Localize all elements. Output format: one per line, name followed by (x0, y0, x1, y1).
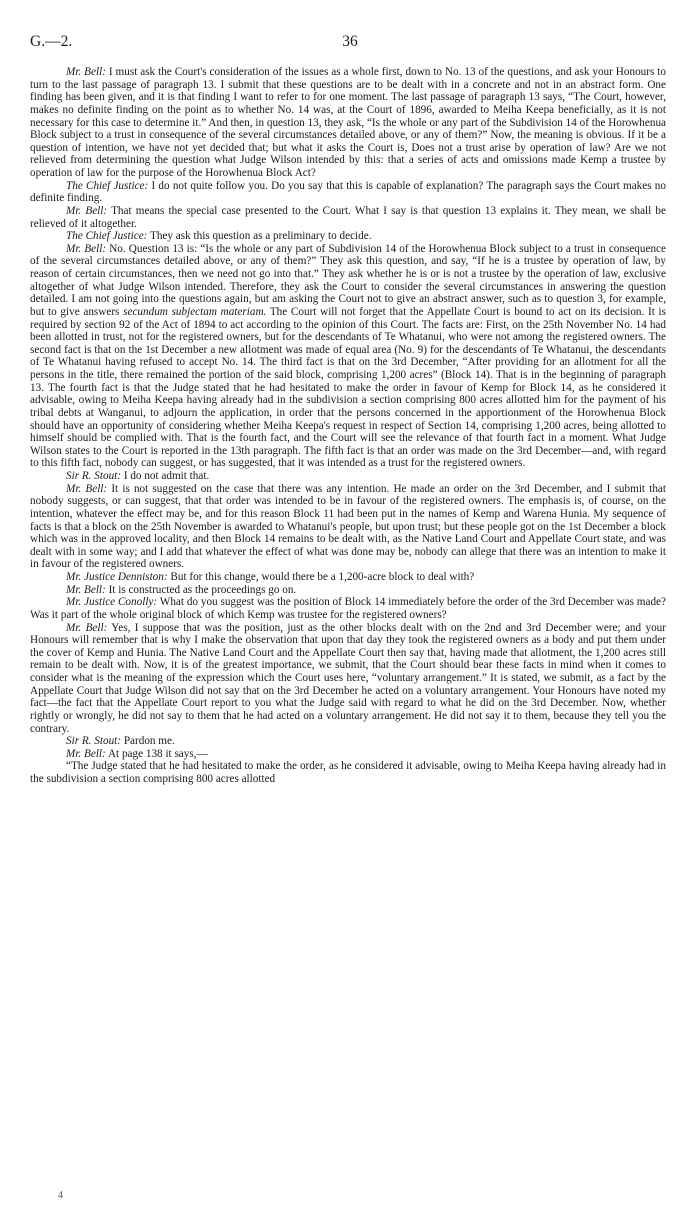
paragraph-9 (30, 584, 666, 597)
latin-phrase: secundum subjectam materiam. (123, 305, 267, 318)
speaker: Mr. Justice Denniston: (66, 571, 168, 583)
paragraph-text: I do not quite follow you. Do you say that this is capable of explanation? The paragraph says the Court makes no definite finding. (30, 179, 666, 205)
speaker: Mr. Bell: (66, 621, 108, 634)
paragraph-7 (30, 483, 666, 571)
speaker: Mr. Bell: (66, 747, 106, 760)
speaker: Mr. Bell: (66, 66, 106, 78)
transcript-body (30, 66, 666, 786)
paragraph-4 (30, 230, 666, 243)
paragraph-text: They ask this question as a preliminary to decide. (147, 230, 372, 243)
speaker: Sir R. Stout: (66, 470, 122, 482)
paragraph-text: I do not admit that. (121, 470, 210, 482)
paragraph-1 (30, 66, 666, 180)
speaker: Mr. Bell: (66, 242, 107, 255)
speaker: Mr. Bell: (66, 583, 106, 596)
speaker: Mr. Bell: (66, 204, 108, 217)
speaker: The Chief Justice: (66, 230, 148, 243)
paragraph-11 (30, 622, 666, 736)
paragraph-text: What do you suggest was the position of Block 14 immediately before the order of the 3rd December was made? Was it part of the whole original block of which Kemp was trustee for the registered owners? (30, 596, 666, 621)
quoted-paragraph (30, 760, 666, 785)
paragraph-13 (30, 748, 666, 761)
paragraph-3 (30, 205, 666, 230)
page-header (30, 33, 670, 53)
paragraph-text-continued: The Court will not forget that the Appellate Court is bound to act on its decision. It is required by section 92 of the Act of 1894 to act according to the opinion of this Court. The facts are: First, on the 25th November No. 14 had been allotted in trust, not for the registered owners, but for the descendants of Te Whatanui, who were not among the registered owners. The second fact is that on the 1st December a new allotment was made of equal area (No. 9) for the descendants of Te Whatanui, the descendants of Te Whatanui having refused to accept No. 14. The third fact is that on the 3rd December, “After providing for an allotment for all the persons in the title, there remained the portion of the said block, comprising 1,200 acres” (Block 14). That is in the beginning of paragraph 13. The fourth fact is that the Judge stated that he had hesitated to make the order in favour of Kemp for Block 14, as he considered it advisable, owing to Meiha Keepa having already had in the subdivision a section comprising 800 acres allotted him for the payment of his tribal debts at Wanganui, to adjourn the application, in order that the persons concerned in the apportionment of the Horowhenua Block should have an opportunity of considering whether Meiha Keepa's request in respect of Section 14, comprising 1,200 acres, being allotted to himself should be complied with. That is the fourth fact, and the Court will see the relevance of that fourth fact in a moment. What Judge Wilson states to the Court is reported in the 13th paragraph. The fifth fact is that an order was made on the 3rd December—and, with regard to this fifth fact, nobody can suggest, or has suggested, that it was intended as a trust for the registered owners. (30, 305, 667, 470)
document-reference: G.—2. (30, 33, 73, 50)
quotation-text: “The Judge stated that he had hesitated to make the order, as he considered it advisable, owing to Meiha Keepa having already had in the subdivision a section comprising 800 acres allotted (30, 760, 666, 785)
paragraph-text: No. Question 13 is: “Is the whole or any part of Subdivision 14 of the Horowhenua Block subject to a trust in consequence of the several circumstances detailed above, or any of them?” They ask this question, and say, “If he is a trustee by operation of law, by reason of certain circumstances, then we need not go into that.” They ask whether he is or is not a trustee by the operation of law, exclusive altogether of what Judge Wilson intended. Therefore, they ask the Court to consider the several circumstances in answering the question detailed. I am not going into the questions again, but am asking the Court not to give an abstract answer, such as to question 3, for example, but to give answers (30, 242, 666, 318)
paragraph-text: I must ask the Court's consideration of the issues as a whole first, down to No. 13 of the questions, and ask your Honours to turn to the last passage of paragraph 13. I submit that these questions are to be dealt with in a concrete and not in an abstract form. One finding has been given, and it is that finding I want to refer to for one moment. The last passage of paragraph 13 says, “The Court, however, makes no definite finding on the point as to whether No. 14 was, at the Court of 1896, awarded to Meiha Keepa beneficially, as it is not necessary for this case to determine it.” And then, in question 13, they ask, “Is the whole or any part of the Subdivision 14 of the Horowhenua Block subject to a trust in consequence of the several circumstances detailed above, or any of them?” Now, the meaning is obvious. If it be a question of intention, we have not yet decided that; but what it asks the Court is, Does not a trust arise by operation of law? Are we not relieved from determining the question what Judge Wilson intended by this: that a series of acts and omissions made Kemp a trustee by operation of law for the purpose of the Horowhenua Block Act? (30, 66, 666, 179)
printer-signature-mark: 4 (58, 1190, 63, 1201)
paragraph-text: But for this change, would there be a 1,200-acre block to deal with? (167, 571, 475, 583)
speaker: Mr. Justice Conolly: (66, 596, 158, 609)
speaker: Sir R. Stout: (66, 735, 122, 748)
paragraph-12 (30, 735, 666, 748)
paragraph-text: Yes, I suppose that was the position, just as the other blocks dealt with on the 2nd and 3rd December were; and your Honours will remember that is why I make the observation that upon that day they took the registered owners as a body and put them under the cover of Kemp and Hunia. The Native Land Court and the Appellate Court then say that, having made that allotment, the 1,200 acres still remain to be dealt with. Now, it is of the greatest importance, we submit, that the Court should bear these facts in mind when it comes to consider what is the meaning of the expression which the Court uses here, “voluntary arrangement.” It is stated, we submit, as a fact by the Appellate Court that Judge Wilson did not say that on the 3rd December he acted on a voluntary arrangement. Your Honours have noted my fact—the fact that the Appellate Court report to you what the Judge said with regard to what he did on the 3rd December. Now, whether rightly or wrongly, he did not say to them that he had acted on a voluntary arrangement. He did not say it to them, because they tell you the contrary. (30, 621, 666, 735)
paragraph-text: At page 138 it says,— (105, 747, 208, 760)
paragraph-2 (30, 180, 666, 205)
paragraph-8 (30, 571, 666, 584)
page-number: 36 (342, 33, 358, 50)
paragraph-6 (30, 470, 666, 483)
paragraph-5 (30, 243, 666, 470)
paragraph-text: It is constructed as the proceedings go on. (105, 583, 297, 596)
paragraph-text: Pardon me. (121, 735, 175, 748)
paragraph-text: That means the special case presented to the Court. What I say is that question 13 explains it. They mean, we shall be relieved of it altogether. (30, 204, 666, 230)
speaker: The Chief Justice: (66, 179, 149, 192)
paragraph-text: It is not suggested on the case that there was any intention. He made an order on the 3rd December, and I submit that nobody suggests, or can suggest, that that order was intended to be in favour of the registered owners. The emphasis is, of course, on the intention, whatever the effect may be, and for this reason Block 11 had been put in the names of Kemp and Warena Hunia. My sequence of facts is that a block on the 25th November is awarded to Whatanui's people, but upon trust; but these people got on the 1st December a block which was in the approved locality, and then Block 14 remains to be dealt with, as the Native Land Court and Appellate Court state, and was dealt with in some way; and I add that whatever the effect of what was done may be, nobody can allege that there was an intention to make it in favour of the registered owners. (30, 482, 666, 571)
paragraph-10 (30, 596, 666, 621)
speaker: Mr. Bell: (66, 482, 108, 495)
